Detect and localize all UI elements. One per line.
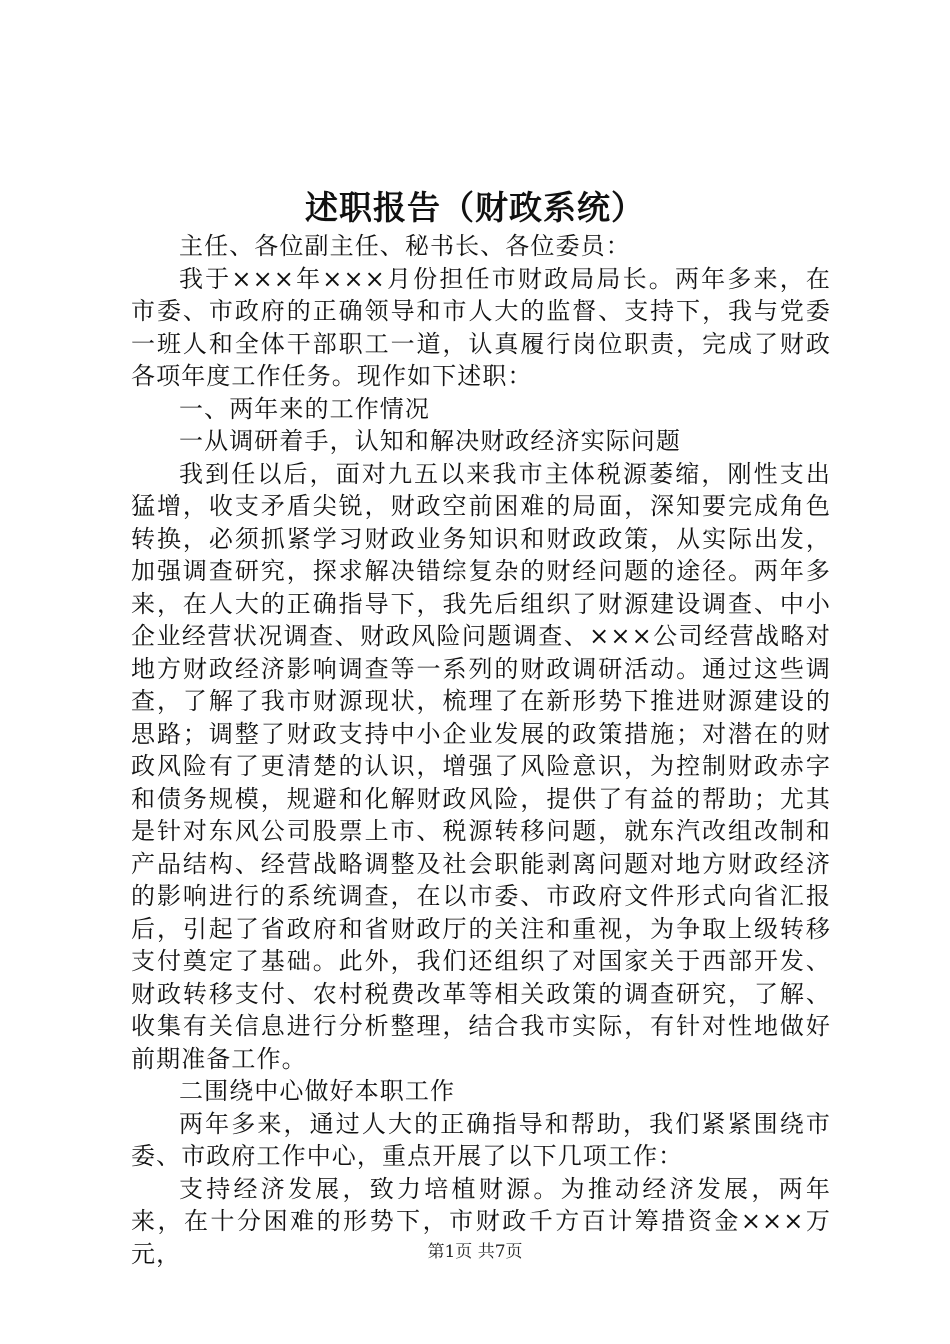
section-heading: 一、两年来的工作情况 <box>179 394 430 423</box>
salutation-paragraph: 主任、各位副主任、秘书长、各位委员： <box>179 232 631 260</box>
document-body <box>131 230 831 1270</box>
body-paragraph: 两年多来，通过人大的正确指导和帮助，我们紧紧围绕市委、市政府工作中心，重点开展了以下几项工作： <box>131 1109 831 1170</box>
subsection-heading: 二围绕中心做好本职工作 <box>179 1077 456 1105</box>
intro-paragraph: 我于×××年×××月份担任市财政局局长。两年多来，在市委、市政府的正确领导和市人大的监督、支持下，我与党委一班人和全体干部职工一道，认真履行岗位职责，完成了财政各项年度工作任务。现作如下述职： <box>131 264 831 390</box>
body-paragraph: 支持经济发展，致力培植财源。为推动经济发展，两年来，在十分困难的形势下，市财政千方百计筹措资金×××万元， <box>131 1174 831 1268</box>
page-number-footer: 第1页 共7页 <box>427 1242 523 1262</box>
body-paragraph: 我到任以后，面对九五以来我市主体税源萎缩，刚性支出猛增，收支矛盾尖锐，财政空前困难的局面，深知要完成角色转换，必须抓紧学习财政业务知识和财政政策，从实际出发，加强调查研究，探求解决错综复杂的财经问题的途径。两年多来，在人大的正确指导下，我先后组织了财源建设调查、中小企业经营状况调查、财政风险问题调查、×××公司经营战略对地方财政经济影响调查等一系列的财政调研活动。通过这些调查，了解了我市财源现状，梳理了在新形势下推进财源建设的思路；调整了财政支持中小企业发展的政策措施；对潜在的财政风险有了更清楚的认识，增强了风险意识，为控制财政赤字和债务规模，规避和化解财政风险，提供了有益的帮助；尤其是针对东风公司股票上市、税源转移问题，就东汽改组改制和产品结构、经营战略调整及社会职能剥离问题对地方财政经济的影响进行的系统调查，在以市委、市政府文件形式向省汇报后，引起了省政府和省财政厅的关注和重视，为争取上级转移支付奠定了基础。此外，我们还组织了对国家关于西部开发、财政转移支付、农村税费改革等相关政策的调查研究，了解、收集有关信息进行分析整理，结合我市实际，有针对性地做好前期准备工作。 <box>131 459 831 1073</box>
subsection-heading: 一从调研着手，认知和解决财政经济实际问题 <box>179 427 681 455</box>
document-title: 述职报告（财政系统） <box>305 188 645 227</box>
